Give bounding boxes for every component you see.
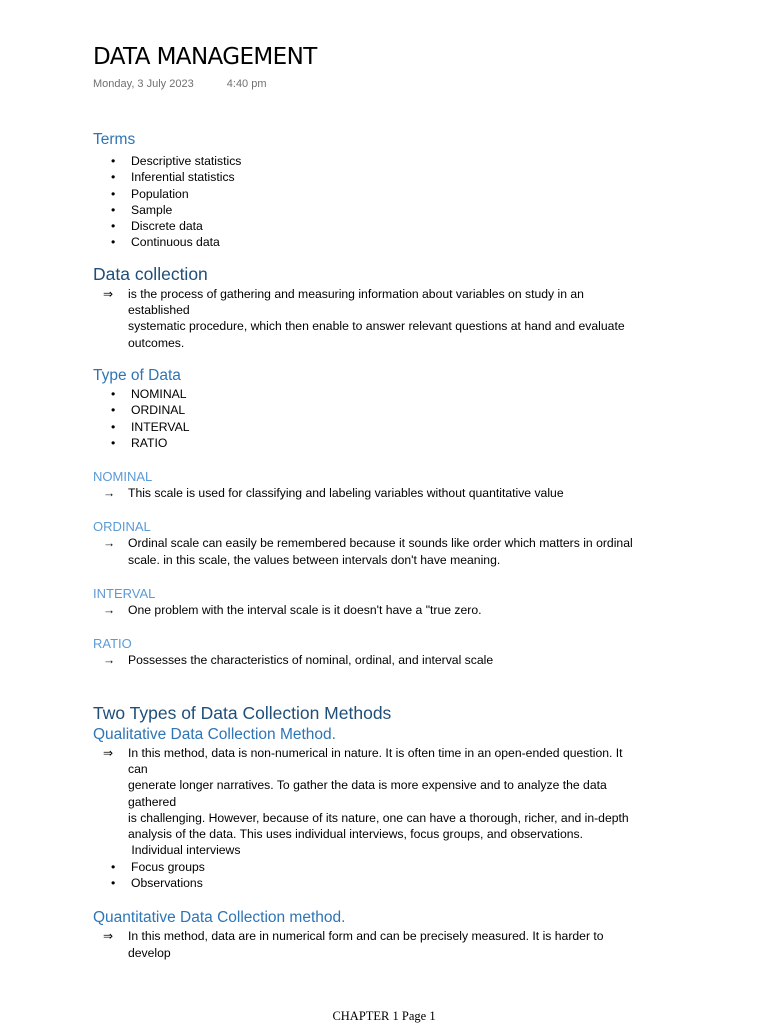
double-arrow-icon: ⇒ xyxy=(103,929,114,944)
interval-heading: INTERVAL xyxy=(93,586,156,602)
bullet-icon: • xyxy=(111,435,116,450)
bullet-icon: • xyxy=(111,235,116,250)
list-item xyxy=(93,169,683,185)
terms-list xyxy=(93,153,683,251)
nominal-paragraph xyxy=(93,485,683,501)
list-item xyxy=(93,402,683,418)
arrow-right-icon: → xyxy=(103,653,116,668)
ordinal-paragraph xyxy=(93,535,683,568)
list-item xyxy=(93,875,683,891)
list-item-text: Descriptive statistics xyxy=(131,154,242,168)
ratio-paragraph xyxy=(93,652,683,668)
paragraph-line: Ordinal scale can easily be remembered because it sounds like order which matters in ordinal xyxy=(128,536,633,551)
data-collection-heading: Data collection xyxy=(93,263,208,284)
list-item xyxy=(93,419,683,435)
paragraph-line: outcomes. xyxy=(128,335,185,350)
bullet-icon: • xyxy=(111,202,116,217)
methods-heading: Two Types of Data Collection Methods xyxy=(93,702,392,723)
bullet-icon: • xyxy=(111,419,116,434)
paragraph-line: systematic procedure, which then enable to answer relevant questions at hand and evaluate xyxy=(128,319,625,334)
double-arrow-icon: ⇒ xyxy=(103,745,114,760)
list-item-text: Continuous data xyxy=(131,235,220,250)
list-item-text: Focus groups xyxy=(131,859,205,874)
paragraph-line: can xyxy=(128,761,148,776)
paragraph-line: scale. in this scale, the values between intervals don't have meaning. xyxy=(128,552,501,567)
interval-paragraph xyxy=(93,602,683,618)
paragraph-line: analysis of the data. This uses individual interviews, focus groups, and observations. xyxy=(128,827,584,842)
double-arrow-icon: ⇒ xyxy=(103,286,114,301)
list-item-text: Discrete data xyxy=(131,219,203,234)
list-item-text: INTERVAL xyxy=(131,419,190,434)
paragraph-line: is challenging. However, because of its nature, one can have a thorough, richer, and in-depth xyxy=(128,810,629,825)
paragraph-line: gathered xyxy=(128,794,177,809)
page-footer: CHAPTER 1 Page 1 xyxy=(332,1009,436,1023)
page-date: Monday, 3 July 2023 xyxy=(93,78,194,90)
terms-heading: Terms xyxy=(93,131,136,148)
paragraph-line: Possesses the characteristics of nominal, ordinal, and interval scale xyxy=(128,653,494,668)
quantitative-heading: Quantitative Data Collection method. xyxy=(93,909,346,927)
paragraph-line: In this method, data are in numerical form and can be precisely measured. It is harder to xyxy=(128,929,604,944)
type-of-data-heading: Type of Data xyxy=(93,366,181,384)
paragraph-line: is the process of gathering and measuring information about variables on study in an xyxy=(128,286,584,301)
list-item xyxy=(93,859,683,875)
page-meta xyxy=(93,78,267,90)
arrow-right-icon: → xyxy=(103,603,116,618)
list-item-text: Inferential statistics xyxy=(131,170,235,185)
qualitative-paragraph xyxy=(93,745,683,859)
list-item xyxy=(93,218,683,234)
arrow-right-icon: → xyxy=(103,486,116,501)
paragraph-line: develop xyxy=(128,945,171,960)
bullet-icon: • xyxy=(111,876,116,891)
list-item xyxy=(93,435,683,451)
ratio-heading: RATIO xyxy=(93,636,132,652)
list-item-text: ORDINAL xyxy=(131,403,186,418)
bullet-icon: • xyxy=(111,154,116,168)
list-item xyxy=(93,153,683,169)
list-item-text: NOMINAL xyxy=(131,386,187,401)
bullet-icon: • xyxy=(111,170,116,185)
list-item-text: Population xyxy=(131,186,189,201)
paragraph-line: generate longer narratives. To gather the data is more expensive and to analyze the data xyxy=(128,778,607,793)
note-content xyxy=(93,130,683,961)
qualitative-list xyxy=(93,859,683,892)
bullet-icon: • xyxy=(111,386,116,401)
paragraph-line: One problem with the interval scale is it doesn't have a "true zero. xyxy=(128,603,482,618)
list-item xyxy=(93,186,683,202)
ordinal-heading: ORDINAL xyxy=(93,519,151,535)
quantitative-paragraph xyxy=(93,928,683,961)
list-item xyxy=(93,386,683,402)
paragraph-line: established xyxy=(128,303,190,318)
list-item-text: Sample xyxy=(131,202,173,217)
paragraph-line: This scale is used for classifying and labeling variables without quantitative value xyxy=(128,486,564,501)
qualitative-heading: Qualitative Data Collection Method. xyxy=(93,725,336,743)
bullet-icon: • xyxy=(111,859,116,874)
list-item xyxy=(93,202,683,218)
bullet-icon: • xyxy=(111,219,116,234)
page-title: DATA MANAGEMENT xyxy=(93,44,317,70)
nominal-heading: NOMINAL xyxy=(93,469,153,485)
list-item xyxy=(93,234,683,250)
bullet-icon: • xyxy=(111,186,116,201)
data-collection-paragraph xyxy=(93,286,683,351)
arrow-right-icon: → xyxy=(103,536,116,551)
paragraph-line: Individual interviews xyxy=(128,843,241,858)
list-item-text: Observations xyxy=(131,876,203,891)
paragraph-line: In this method, data is non-numerical in nature. It is often time in an open-ended question. It xyxy=(128,745,623,760)
list-item-text: RATIO xyxy=(131,435,168,450)
type-of-data-list xyxy=(93,386,683,451)
page-time: 4:40 pm xyxy=(226,78,267,90)
bullet-icon: • xyxy=(111,403,116,418)
